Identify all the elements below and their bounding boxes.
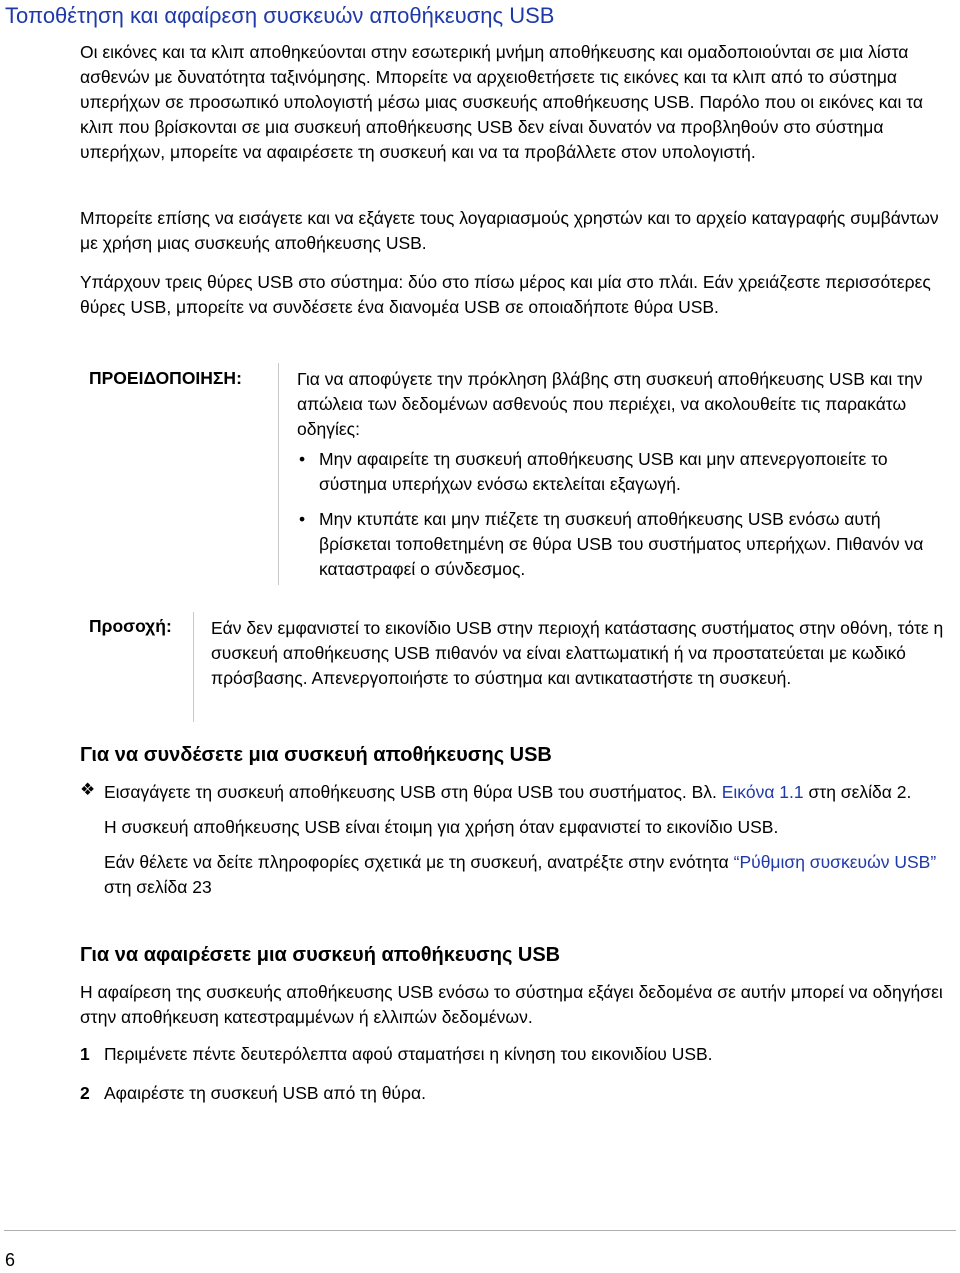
connect-heading: Για να συνδέσετε μια συσκευή αποθήκευσης USB bbox=[80, 744, 552, 766]
connect-info-pre: Εάν θέλετε να δείτε πληροφορίες σχετικά με τη συσκευή, ανατρέξτε στην ενότητα bbox=[104, 852, 734, 872]
intro-paragraph-3: Υπάρχουν τρεις θύρες USB στο σύστημα: δύο στο πίσω μέρος και μία στο πλάι. Εάν χρειάζεστε περισσότερες θύρες USB, μπορείτε να συνδέσετε ένα διανομέα USB σε οποιαδήποτε θύρα USB. bbox=[80, 272, 931, 317]
warning-bullet-text: Μην κτυπάτε και μην πιέζετε τη συσκευή αποθήκευσης USB ενόσω αυτή βρίσκεται τοποθετημένη σε θύρα USB του συστήματος υπερήχων. Πιθανόν να καταστραφεί ο σύνδεσμος. bbox=[319, 509, 924, 579]
intro-paragraph-1: Οι εικόνες και τα κλιπ αποθηκεύονται στην εσωτερική μνήμη αποθήκευσης και ομαδοποιούνται σε μια λίστα ασθενών με δυνατότητα ταξινόμησης. Μπορείτε να αρχειοθετήσετε τις εικόνες και τα κλιπ από το σύστημα υπερήχων σε προσωπικό υπολογιστή μέσω μιας συσκευής αποθήκευσης USB. Παρόλο που οι εικόνες και τα κλιπ που βρίσκονται σε μια συσκευή αποθήκευσης USB δεν είναι δυνατόν να προβληθούν στο σύστημα υπερήχων, μπορείτε να αφαιρέσετε τη συσκευή και να τα προβάλλετε στον υπολογιστή. bbox=[80, 42, 923, 162]
warning-bullet bbox=[297, 507, 957, 582]
diamond-bullet-icon: ❖ bbox=[80, 780, 96, 799]
bullet-icon: • bbox=[299, 509, 306, 529]
remove-step bbox=[80, 1042, 713, 1067]
connect-step bbox=[104, 780, 956, 900]
connect-step-post: στη σελίδα 2. bbox=[803, 782, 912, 802]
remove-step bbox=[80, 1081, 426, 1106]
connect-ready-text: Η συσκευή αποθήκευσης USB είναι έτοιμη για χρήση όταν εμφανιστεί το εικονίδιο USB. bbox=[104, 817, 779, 837]
warning-bullet bbox=[297, 447, 957, 497]
warning-bullet-text: Μην αφαιρείτε τη συσκευή αποθήκευσης USB και μην απενεργοποιείτε το σύστημα υπερήχων ενόσω εκτελείται εξαγωγή. bbox=[319, 449, 888, 494]
step-text: Αφαιρέστε τη συσκευή USB από τη θύρα. bbox=[104, 1083, 426, 1103]
usb-settings-link[interactable]: “Ρύθμιση συσκευών USB” bbox=[733, 852, 937, 872]
warning-label: ΠΡΟΕΙΔΟΠΟΙΗΣΗ: bbox=[89, 368, 242, 388]
caution-divider bbox=[193, 612, 194, 722]
figure-link[interactable]: Εικόνα 1.1 bbox=[721, 782, 804, 802]
connect-step-text bbox=[104, 780, 956, 805]
remove-paragraph: Η αφαίρεση της συσκευής αποθήκευσης USB ενόσω το σύστημα εξάγει δεδομένα σε αυτήν μπορεί να οδηγήσει στην αποθήκευση κατεστραμμένων ή ελλιπών δεδομένων. bbox=[80, 982, 943, 1027]
intro-paragraph-2: Μπορείτε επίσης να εισάγετε και να εξάγετε τους λογαριασμούς χρηστών και το αρχείο καταγραφής συμβάντων με χρήση μιας συσκευής αποθήκευσης USB. bbox=[80, 208, 939, 253]
caution-text: Εάν δεν εμφανιστεί το εικονίδιο USB στην περιοχή κατάστασης συστήματος στην οθόνη, τότε η συσκευή αποθήκευσης USB πιθανόν να είναι ελαττωματική ή να προστατεύεται με κωδικό πρόσβασης. Απενεργοποιήστε το σύστημα και αντικαταστήστε τη συσκευή. bbox=[211, 618, 944, 688]
connect-step-pre: Εισαγάγετε τη συσκευή αποθήκευσης USB στη θύρα USB του συστήματος. Βλ. bbox=[104, 782, 722, 802]
connect-info-text bbox=[104, 850, 956, 900]
connect-info-post: στη σελίδα 23 bbox=[104, 877, 212, 897]
page-title: Τοποθέτηση και αφαίρεση συσκευών αποθήκευσης USB bbox=[5, 3, 555, 28]
footer-divider bbox=[4, 1230, 956, 1231]
page-number: 6 bbox=[5, 1250, 16, 1270]
step-number: 1 bbox=[80, 1044, 90, 1064]
step-text: Περιμένετε πέντε δευτερόλεπτα αφού σταματήσει η κίνηση του εικονιδίου USB. bbox=[104, 1044, 713, 1064]
warning-text: Για να αποφύγετε την πρόκληση βλάβης στη συσκευή αποθήκευσης USB και την απώλεια των δεδομένων ασθενούς που περιέχει, να ακολουθείτε τις παρακάτω οδηγίες: bbox=[297, 369, 923, 439]
remove-heading: Για να αφαιρέσετε μια συσκευή αποθήκευσης USB bbox=[80, 944, 561, 966]
caution-label: Προσοχή: bbox=[89, 616, 172, 636]
step-number: 2 bbox=[80, 1083, 90, 1103]
warning-divider bbox=[278, 363, 279, 585]
bullet-icon: • bbox=[299, 449, 306, 469]
warning-block bbox=[297, 367, 957, 582]
